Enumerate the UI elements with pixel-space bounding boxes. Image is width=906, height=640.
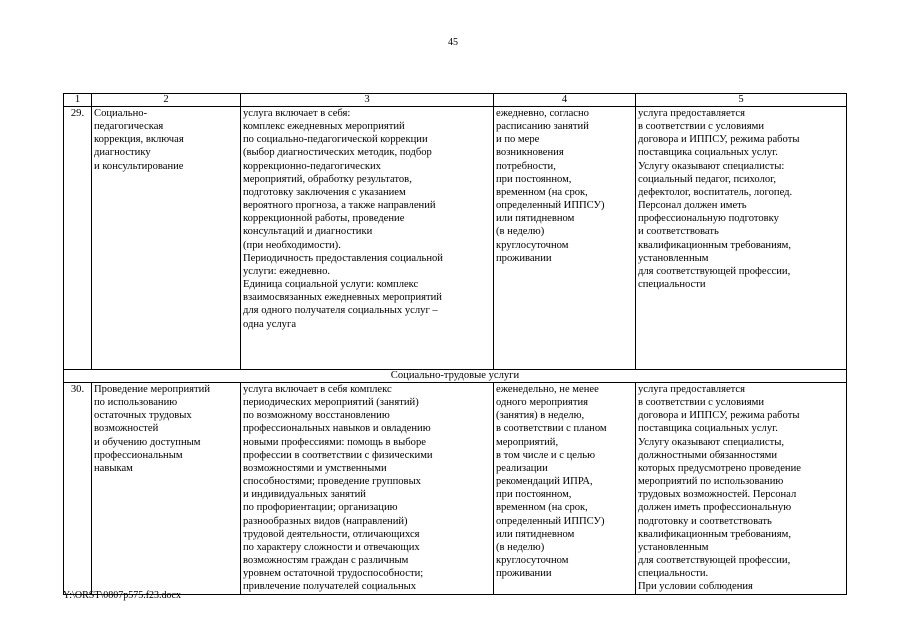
service-name: Проведение мероприятий по использованию остаточных трудовых возможностей и обучению доступным профессиональным навыкам xyxy=(92,383,241,595)
table-header-row xyxy=(64,94,847,107)
service-content: услуга включает в себя комплекс периодических мероприятий (занятий) по возможному восстановлению профессиональных навыков и овладению новыми профессиями: помощь в выборе профессии в соответствии с физическими возможностями и умственными способностями; проведение групповых и индивидуальных занятий по профориентации; организацию разнообразных видов (направлений) трудовой деятельности, отличающихся по характеру сложности и отвечающих возможностям граждан с различным уровнем остаточной трудоспособности; привлечение получателей социальных xyxy=(241,383,494,595)
service-content: услуга включает в себя: комплекс ежедневных мероприятий по социально-педагогической коррекции (выбор диагностических методик, подбор коррекционно-педагогических мероприятий, обработку результатов, подготовку заключения с указанием вероятного прогноза, а также направлений коррекционной работы, проведение консультаций и диагностики (при необходимости). Периодичность предоставления социальной услуги: ежедневно. Единица социальной услуги: комплекс взаимосвязанных ежедневных мероприятий для одного получателя социальных услуг – одна услуга xyxy=(241,107,494,370)
document-file-path: Y:\ORST\0807p575.f23.docx xyxy=(63,590,181,601)
page-number: 45 xyxy=(448,37,458,48)
column-number-5: 5 xyxy=(636,94,847,107)
column-number-4: 4 xyxy=(494,94,636,107)
row-number: 29. xyxy=(64,107,92,370)
table-row xyxy=(64,107,847,370)
service-conditions: услуга предоставляется в соответствии с условиями договора и ИППСУ, режима работы поставщика социальных услуг. Услугу оказывают специалисты: социальный педагог, психолог, дефектолог, воспитатель, логопед. Персонал должен иметь профессиональную подготовку и соответствовать квалификационным требованиям, установленным для соответствующей профессии, специальности xyxy=(636,107,847,370)
service-conditions: услуга предоставляется в соответствии с условиями договора и ИППСУ, режима работы поставщика социальных услуг. Услугу оказывают специалисты, должностными обязанностями которых предусмотрено проведение мероприятий по использованию трудовых возможностей. Персонал должен иметь профессиональную подготовку и соответствовать квалификационным требованиям, установленным для соответствующей профессии, специальности. При условии соблюдения xyxy=(636,383,847,595)
services-table xyxy=(63,93,847,595)
service-schedule: еженедельно, не менее одного мероприятия (занятия) в неделю, в соответствии с планом мероприятий, в том числе и с целью реализации рекомендаций ИПРА, при постоянном, временном (на срок, определенный ИППСУ) или пятидневном (в неделю) круглосуточном проживании xyxy=(494,383,636,595)
column-number-3: 3 xyxy=(241,94,494,107)
service-name: Социально- педагогическая коррекция, включая диагностику и консультирование xyxy=(92,107,241,370)
table-row xyxy=(64,383,847,595)
row-number: 30. xyxy=(64,383,92,595)
column-number-1: 1 xyxy=(64,94,92,107)
section-title: Социально-трудовые услуги xyxy=(64,370,847,383)
service-schedule: ежедневно, согласно расписанию занятий и по мере возникновения потребности, при постоянном, временном (на срок, определенный ИППСУ) или пятидневном (в неделю) круглосуточном проживании xyxy=(494,107,636,370)
section-header-row xyxy=(64,370,847,383)
column-number-2: 2 xyxy=(92,94,241,107)
